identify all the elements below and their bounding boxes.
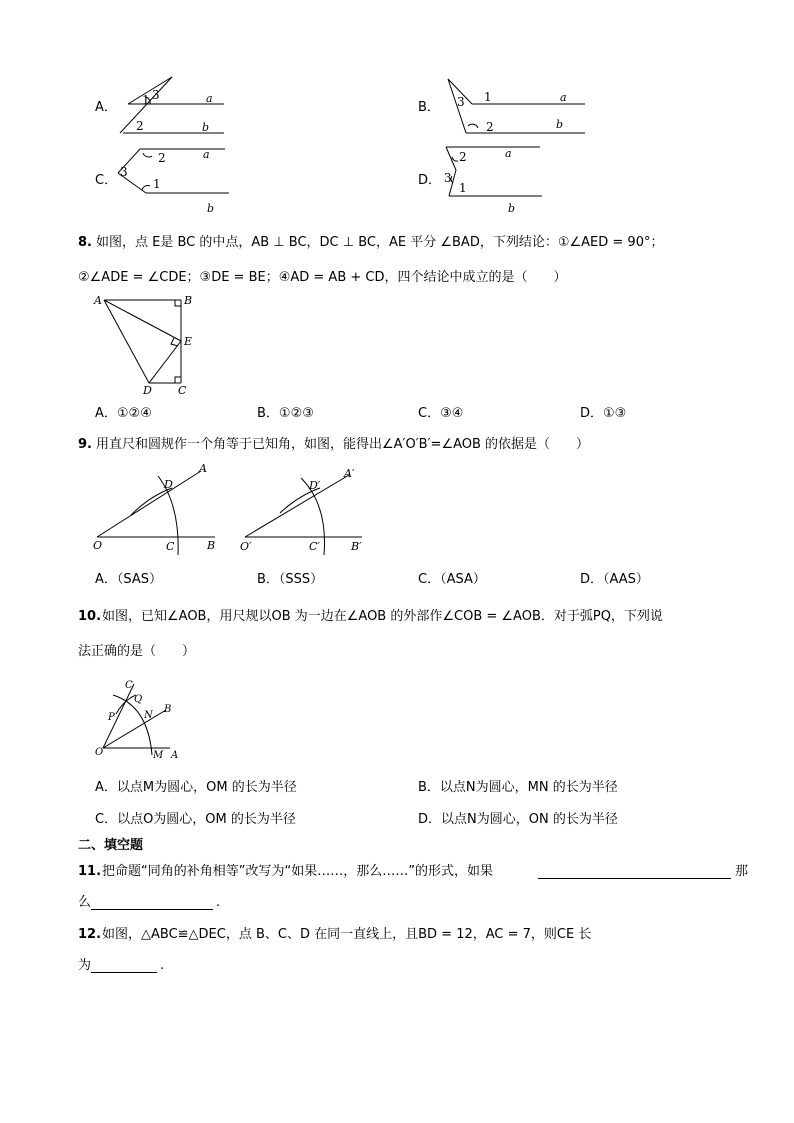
q9f1-label-o: O [93, 539, 103, 552]
q9f1-label-d: D [164, 478, 173, 491]
q7a-label-b: b [202, 121, 210, 134]
q10-line2: 法正确的是（ ） [78, 644, 196, 659]
q9-text: 用直尺和圆规作一个角等于已知角，如图，能得出∠A′O′B′=∠AOB 的依据是（ ） [96, 437, 590, 452]
q7-option-d-letter: D． [418, 173, 442, 188]
q8-label-b: B [184, 294, 193, 307]
section-2-title: 二、填空题 [78, 838, 144, 853]
q8-option-c: C．③④ [418, 406, 464, 421]
q12-number: 12. [78, 927, 102, 942]
q12-line2: 为 [78, 958, 92, 973]
q7a-label-1: 1 [142, 93, 150, 107]
q9f2-label-b: B′ [351, 540, 362, 553]
q8-label-e: E [184, 335, 193, 348]
q12-blank[interactable] [91, 972, 157, 973]
q12-line2-end: . [160, 958, 165, 973]
q8-option-d: D．①③ [580, 406, 627, 421]
q11-blank-2[interactable] [91, 909, 213, 910]
q10-label-n: N [144, 710, 153, 721]
q9f2-label-o: O′ [240, 540, 252, 553]
q9-option-d: D．（AAS） [580, 572, 649, 587]
q7b-label-2: 2 [486, 120, 494, 134]
q10-label-a: A [171, 750, 179, 761]
q8-line1: 如图，点 E是 BC 的中点，AB ⊥ BC，DC ⊥ BC，AE 平分 ∠BAD，下列结论：①∠AED = 90°； [96, 235, 664, 250]
q10-option-c: C．以点O为圆心，OM 的长为半径 [95, 812, 296, 827]
q11-blank-1[interactable] [538, 878, 731, 879]
q9-option-a: A．（SAS） [95, 572, 163, 587]
q7d-label-2: 2 [459, 150, 467, 164]
q9f2-label-a: A′ [344, 467, 355, 480]
q10-number: 10. [78, 609, 102, 624]
q8-number: 8. [78, 235, 92, 250]
q7b-label-1: 1 [484, 90, 492, 104]
q7-option-a-letter: A． [95, 100, 117, 115]
q7b-label-b: b [556, 118, 564, 131]
q10-option-b: B．以点N为圆心，MN 的长为半径 [418, 780, 618, 795]
q7c-label-b: b [207, 202, 215, 215]
q10-label-m: M [153, 750, 164, 761]
q7b-label-a: a [560, 91, 567, 104]
q10-label-b: B [164, 704, 172, 715]
q10-line1: 如图，已知∠AOB，用尺规以OB 为一边在∠AOB 的外部作∠COB = ∠AOB．对于弧PQ，下列说 [102, 609, 663, 624]
q10-label-c: C [125, 680, 133, 691]
q10-label-p: P [108, 712, 115, 723]
q7a-label-2: 2 [136, 119, 144, 133]
q7c-label-2: 2 [158, 151, 166, 165]
q9-number: 9. [78, 437, 92, 452]
q8-label-a: A [94, 294, 102, 307]
q11-line2-end: . [216, 895, 221, 910]
q7a-label-a: a [206, 92, 213, 105]
q11-number: 11. [78, 864, 102, 879]
q8-option-b: B．①②③ [257, 406, 314, 421]
q9f2-label-c: C′ [309, 540, 320, 553]
q7-option-c-letter: C． [95, 173, 118, 188]
q7-option-b-letter: B． [418, 100, 440, 115]
q7b-label-3: 3 [457, 95, 465, 109]
q9f1-label-c: C [166, 540, 175, 553]
q7c-label-3: 3 [120, 165, 128, 179]
q11-line1: 把命题“同角的补角相等”改写为“如果……，那么……”的形式，如果 [102, 864, 493, 879]
q8-option-a: A．①②④ [95, 406, 152, 421]
q7d-label-a: a [505, 147, 512, 160]
q9f2-label-d: D′ [309, 479, 321, 492]
q7a-label-3: 3 [152, 88, 160, 102]
q9-option-b: B．（SSS） [257, 572, 324, 587]
q8-line2: ②∠ADE = ∠CDE；③DE = BE；④AD = AB + CD，四个结论中成立的是（ ） [78, 270, 567, 285]
q8-label-d: D [143, 384, 152, 397]
q11-line2: 么 [78, 895, 92, 910]
q9f1-label-b: B [207, 539, 216, 552]
q10-option-d: D．以点N为圆心，ON 的长为半径 [418, 812, 618, 827]
q7d-label-1: 1 [459, 181, 467, 195]
q10-label-o: O [95, 747, 104, 758]
q10-label-q: Q [134, 694, 143, 705]
q7d-label-b: b [508, 202, 516, 215]
q7c-label-a: a [203, 148, 210, 161]
q11-line1-end: 那 [735, 864, 749, 879]
q12-line1: 如图，△ABC≌△DEC，点 B、C、D 在同一直线上，且BD = 12，AC = 7，则CE 长 [102, 927, 592, 942]
q7d-label-3: 3 [444, 171, 452, 185]
q9f1-label-a: A [199, 462, 207, 475]
q8-label-c: C [178, 384, 187, 397]
q7c-label-1: 1 [153, 177, 161, 191]
q9-option-c: C．（ASA） [418, 572, 486, 587]
q10-option-a: A．以点M为圆心，OM 的长为半径 [95, 780, 297, 795]
